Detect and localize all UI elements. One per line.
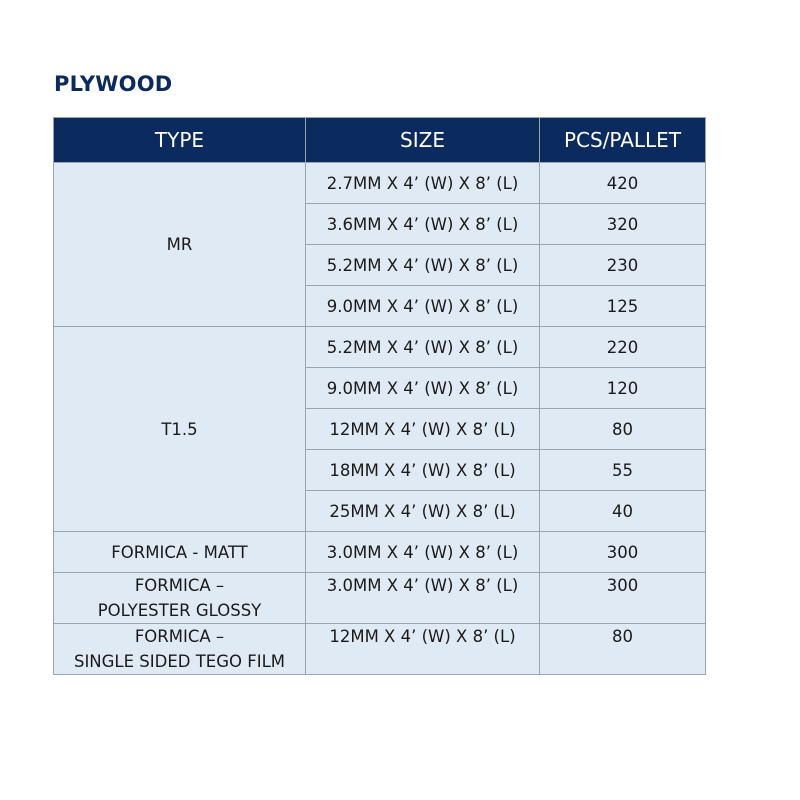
pcs-cell: 220 [540,327,706,368]
pcs-cell: 125 [540,286,706,327]
table-row [54,327,706,368]
size-cell: 3.0MM X 4’ (W) X 8’ (L) [306,573,540,624]
page-title: PLYWOOD [54,72,173,96]
type-label-line-1: FORMICA – [134,627,225,646]
table-row [54,624,706,675]
type-label: MR [166,235,193,254]
size-cell: 9.0MM X 4’ (W) X 8’ (L) [306,368,540,409]
size-cell: 3.0MM X 4’ (W) X 8’ (L) [306,532,540,573]
type-cell [54,163,306,327]
pcs-cell: 55 [540,450,706,491]
column-header-size: SIZE [306,118,540,163]
pcs-cell: 80 [540,624,706,675]
size-cell: 12MM X 4’ (W) X 8’ (L) [306,624,540,675]
pcs-cell: 300 [540,532,706,573]
size-cell: 3.6MM X 4’ (W) X 8’ (L) [306,204,540,245]
size-cell: 2.7MM X 4’ (W) X 8’ (L) [306,163,540,204]
table-row [54,163,706,204]
size-cell: 9.0MM X 4’ (W) X 8’ (L) [306,286,540,327]
pcs-cell: 320 [540,204,706,245]
type-label-line-1: FORMICA – [134,576,225,595]
table-row [54,532,706,573]
column-header-type: TYPE [54,118,306,163]
type-label-line-2: SINGLE SIDED TEGO FILM [73,652,286,671]
size-cell: 25MM X 4’ (W) X 8’ (L) [306,491,540,532]
size-cell: 5.2MM X 4’ (W) X 8’ (L) [306,327,540,368]
pcs-cell: 300 [540,573,706,624]
type-label: T1.5 [161,419,198,439]
type-cell [54,327,306,532]
table-row [54,573,706,624]
pcs-cell: 120 [540,368,706,409]
pcs-cell: 80 [540,409,706,450]
pcs-cell: 40 [540,491,706,532]
type-cell [54,624,306,675]
pcs-cell: 420 [540,163,706,204]
size-cell: 18MM X 4’ (W) X 8’ (L) [306,450,540,491]
pcs-cell: 230 [540,245,706,286]
type-label-line-2: POLYESTER GLOSSY [97,601,262,620]
type-label: FORMICA - MATT [111,542,248,562]
column-header-pcs-per-pallet: PCS/PALLET [540,118,706,163]
size-cell: 5.2MM X 4’ (W) X 8’ (L) [306,245,540,286]
size-cell: 12MM X 4’ (W) X 8’ (L) [306,409,540,450]
type-cell [54,532,306,573]
type-cell [54,573,306,624]
plywood-table [53,117,706,675]
table-header-row [54,118,706,163]
